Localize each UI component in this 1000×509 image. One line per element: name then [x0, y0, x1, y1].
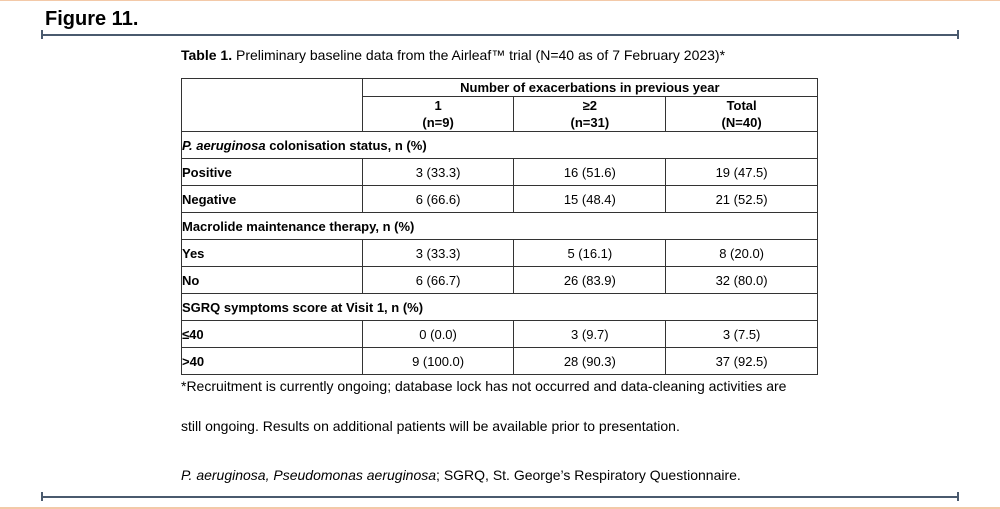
- abbreviations-italic: P. aeruginosa, Pseudomonas aeruginosa: [181, 467, 437, 483]
- abbreviations-text: ; SGRQ, St. George’s Respiratory Questionnaire.: [436, 467, 741, 483]
- section-title-italic: P. aeruginosa: [182, 137, 266, 153]
- table-row: [182, 240, 818, 267]
- table-row: [182, 159, 818, 186]
- cell-value: 28 (90.3): [514, 348, 666, 375]
- cell-value: 3 (33.3): [362, 240, 514, 267]
- cell-value: 8 (20.0): [666, 240, 818, 267]
- header-row-group: [182, 79, 818, 97]
- column-header-n: (n=9): [422, 115, 454, 130]
- cell-value: 16 (51.6): [514, 159, 666, 186]
- column-header-n: (N=40): [721, 115, 762, 130]
- table-caption: [181, 47, 725, 63]
- bottom-rule-right-tick: [957, 492, 959, 501]
- section-row: [182, 132, 818, 159]
- column-header-total: [666, 97, 818, 132]
- section-title: [182, 132, 818, 159]
- row-label: Negative: [182, 186, 363, 213]
- cell-value: 5 (16.1): [514, 240, 666, 267]
- section-row: [182, 213, 818, 240]
- section-title-text: Macrolide maintenance therapy, n (%): [182, 218, 415, 234]
- cell-value: 21 (52.5): [666, 186, 818, 213]
- cell-value: 9 (100.0): [362, 348, 514, 375]
- section-title-text: SGRQ symptoms score at Visit 1, n (%): [182, 299, 424, 315]
- top-rule-right-tick: [957, 30, 959, 39]
- bottom-rule: [41, 496, 959, 498]
- section-title: [182, 294, 818, 321]
- abbreviations-note: [181, 467, 741, 483]
- top-rule-left-tick: [41, 30, 43, 39]
- row-label: >40: [182, 348, 363, 375]
- table-row: [182, 321, 818, 348]
- cell-value: 6 (66.7): [362, 267, 514, 294]
- table-row: [182, 348, 818, 375]
- cell-value: 0 (0.0): [362, 321, 514, 348]
- table-row: [182, 186, 818, 213]
- caption-text: Preliminary baseline data from the Airleaf™ trial (N=40 as of 7 February 2023)*: [232, 47, 726, 63]
- cell-value: 26 (83.9): [514, 267, 666, 294]
- row-label: ≤40: [182, 321, 363, 348]
- cell-value: 19 (47.5): [666, 159, 818, 186]
- column-header-2: [514, 97, 666, 132]
- section-title-text: colonisation status, n (%): [265, 137, 427, 153]
- table-row: [182, 267, 818, 294]
- top-rule: [41, 34, 959, 36]
- column-header-label: 1: [434, 98, 442, 113]
- group-header: Number of exacerbations in previous year: [362, 79, 817, 97]
- cell-value: 37 (92.5): [666, 348, 818, 375]
- row-label: Positive: [182, 159, 363, 186]
- column-header-n: (n=31): [570, 115, 610, 130]
- column-header-1: [362, 97, 514, 132]
- column-header-label: ≥2: [582, 98, 598, 113]
- footnote-line-1: *Recruitment is currently ongoing; database lock has not occurred and data-cleaning activities are: [181, 378, 787, 394]
- cell-value: 15 (48.4): [514, 186, 666, 213]
- column-header-label: Total: [726, 98, 757, 113]
- caption-prefix: Table 1.: [181, 47, 233, 63]
- section-row: [182, 294, 818, 321]
- cell-value: 3 (7.5): [666, 321, 818, 348]
- baseline-data-table: [181, 78, 818, 375]
- bottom-rule-left-tick: [41, 492, 43, 501]
- cell-value: 6 (66.6): [362, 186, 514, 213]
- section-title: [182, 213, 818, 240]
- row-label: No: [182, 267, 363, 294]
- figure-label: Figure 11.: [45, 8, 139, 30]
- footnote-line-2: still ongoing. Results on additional patients will be available prior to presentation.: [181, 418, 680, 434]
- cell-value: 3 (9.7): [514, 321, 666, 348]
- cell-value: 32 (80.0): [666, 267, 818, 294]
- cell-value: 3 (33.3): [362, 159, 514, 186]
- top-edge-line: [0, 0, 1000, 1]
- header-blank-cell: [182, 79, 363, 132]
- row-label: Yes: [182, 240, 363, 267]
